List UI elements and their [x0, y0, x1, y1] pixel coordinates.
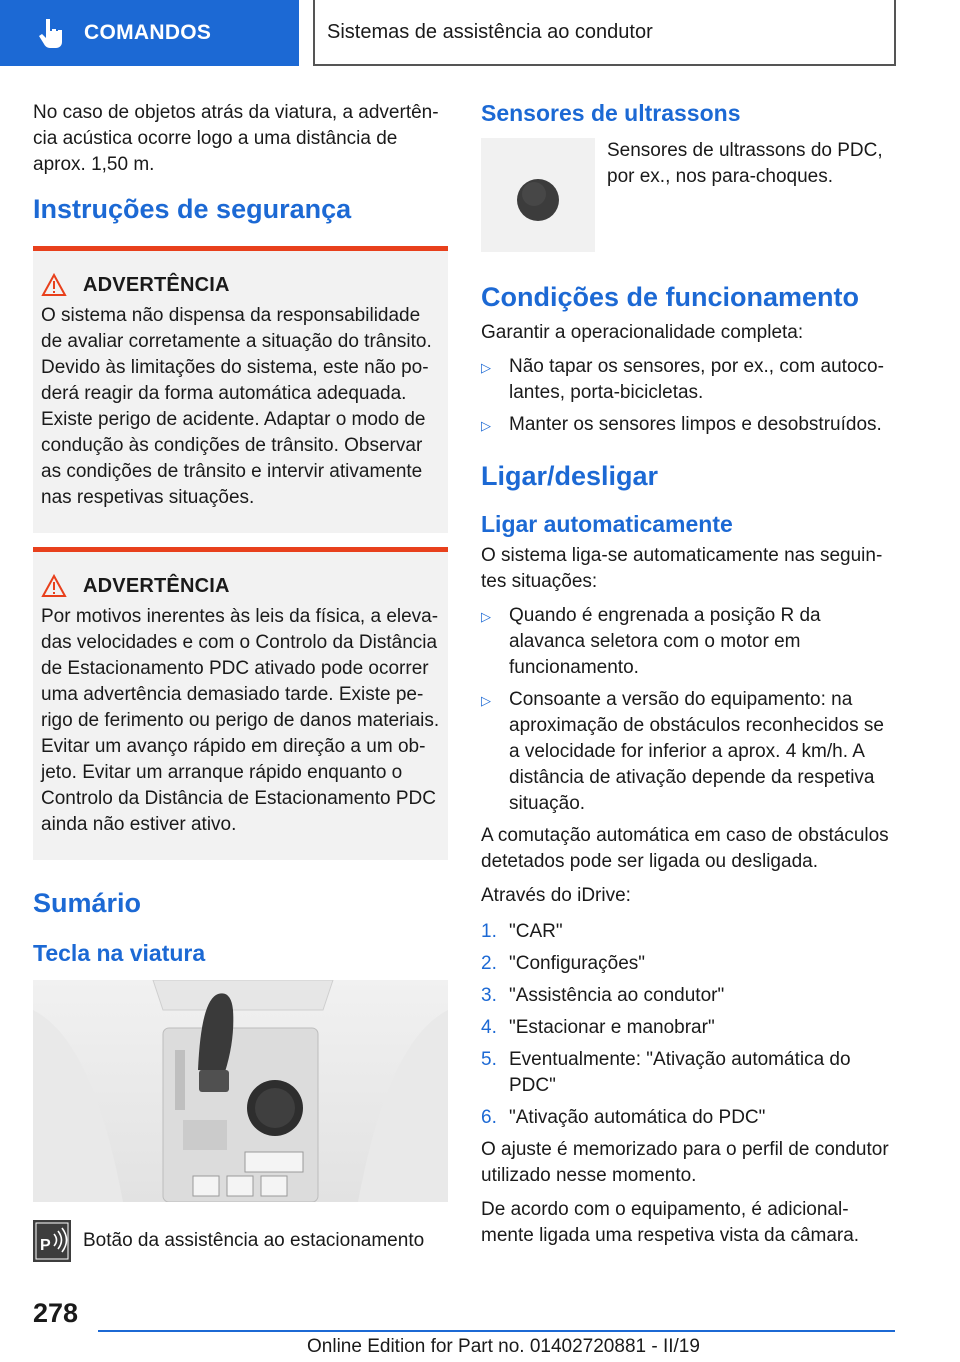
- step-item: 3. "Assistência ao condutor": [481, 985, 725, 1006]
- list-item: ▷ Consoante a versão do equipamento: na aproximação de obstáculos reconhecidos se a velocidade for inferior a aprox. 4 km/h. A distância de ativação depende da respetiva situação.: [481, 687, 899, 817]
- step-item: 6. "Ativação automática do PDC": [481, 1107, 766, 1128]
- warning-box-2: [33, 547, 448, 860]
- step-item: 4. "Estacionar e manobrar": [481, 1017, 715, 1038]
- sensors-text: Sensores de ultrassons do PDC, por ex., nos para-choques.: [607, 140, 883, 187]
- warning-triangle-icon: [41, 574, 67, 598]
- chapter-header: [313, 0, 896, 66]
- svg-text:P: P: [40, 1237, 51, 1254]
- warning-text: O sistema não dispensa da responsabilidade de avaliar corretamente a situação do trânsito. Devido às limitações do sistema, este não po-derá reagir da forma automática adequada. Existe perigo de acidente. Adaptar o modo de condução às condições de trânsito. Observar as condições de trânsito e intervir ativamente nas respetivas situações.: [41, 305, 432, 508]
- step-item: 5. Eventualmente: "Ativação automática do PDC": [481, 1049, 851, 1096]
- intro-text: No caso de objetos atrás da viatura, a advertên-cia acústica ocorre logo a uma distância de aprox. 1,50 m.: [33, 102, 439, 175]
- footer-divider: [98, 1330, 895, 1332]
- section-title: COMANDOS: [84, 21, 212, 44]
- idrive-text: Através do iDrive:: [481, 885, 631, 906]
- header-section-tab: [0, 0, 299, 66]
- list-item: ▷ Quando é engrenada a posição R da alavanca seletora com o motor em funcionamento.: [481, 603, 899, 681]
- conditions-intro: Garantir a operacionalidade completa:: [481, 322, 804, 343]
- warning-box-1: [33, 246, 448, 533]
- warning-triangle-icon: [41, 273, 67, 297]
- sensors-heading: Sensores de ultrassons: [481, 100, 741, 126]
- onoff-heading: Ligar/desligar: [481, 461, 659, 491]
- bullet-triangle-icon: ▷: [481, 693, 491, 708]
- list-item: ▷ Não tapar os sensores, por ex., com autoco-lantes, porta-bicicletas.: [481, 354, 899, 406]
- pointing-hand-icon: [34, 16, 68, 50]
- chapter-title: Sistemas de assistência ao condutor: [327, 20, 653, 43]
- bullet-triangle-icon: ▷: [481, 360, 491, 375]
- left-column: [33, 100, 448, 1262]
- step-item: 2. "Configurações": [481, 953, 646, 974]
- warning-label: ADVERTÊNCIA: [83, 574, 230, 597]
- auto-switch-text: A comutação automática em caso de obstáculos detetados pode ser ligada ou desligada.: [481, 825, 889, 872]
- step-item: 1. "CAR": [481, 921, 563, 942]
- auto-intro: O sistema liga-se automaticamente nas seguin-tes situações:: [481, 545, 883, 592]
- center-console-image: [33, 980, 448, 1202]
- right-column: [481, 100, 899, 1257]
- parking-assist-icon: [33, 1220, 71, 1262]
- memorized-text: O ajuste é memorizado para o perfil de condutor utilizado nesse momento.: [481, 1139, 889, 1186]
- summary-heading: Sumário: [33, 888, 142, 918]
- conditions-heading: Condições de funcionamento: [481, 282, 860, 312]
- list-item: ▷ Manter os sensores limpos e desobstruídos.: [481, 412, 899, 439]
- ultrasonic-sensor-image: [481, 138, 595, 252]
- warning-text: Por motivos inerentes às leis da física, a eleva-das velocidades e com o Controlo da Distância de Estacionamento PDC ativado pode ocorrer uma advertência demasiado tarde. Existe pe-rigo de ferimento ou perigo de danos materiais. Evitar um avanço rápido em direção a um ob-jeto. Evitar um arranque rápido enquanto o Controlo da Distância de Estacionamento PDC ainda não estiver ativo.: [41, 606, 440, 835]
- auto-heading: Ligar automaticamente: [481, 511, 733, 537]
- bullet-triangle-icon: ▷: [481, 418, 491, 433]
- safety-heading: Instruções de segurança: [33, 194, 352, 224]
- key-heading: Tecla na viatura: [33, 940, 206, 966]
- camera-text: De acordo com o equipamento, é adicional-mente ligada uma respetiva vista da câmara.: [481, 1199, 860, 1246]
- page-number: 278: [33, 1298, 79, 1328]
- button-caption: Botão da assistência ao estacionamento: [83, 1230, 425, 1251]
- edition-text: Online Edition for Part no. 01402720881 - II/19: [307, 1336, 700, 1357]
- bullet-triangle-icon: ▷: [481, 609, 491, 624]
- warning-label: ADVERTÊNCIA: [83, 273, 230, 296]
